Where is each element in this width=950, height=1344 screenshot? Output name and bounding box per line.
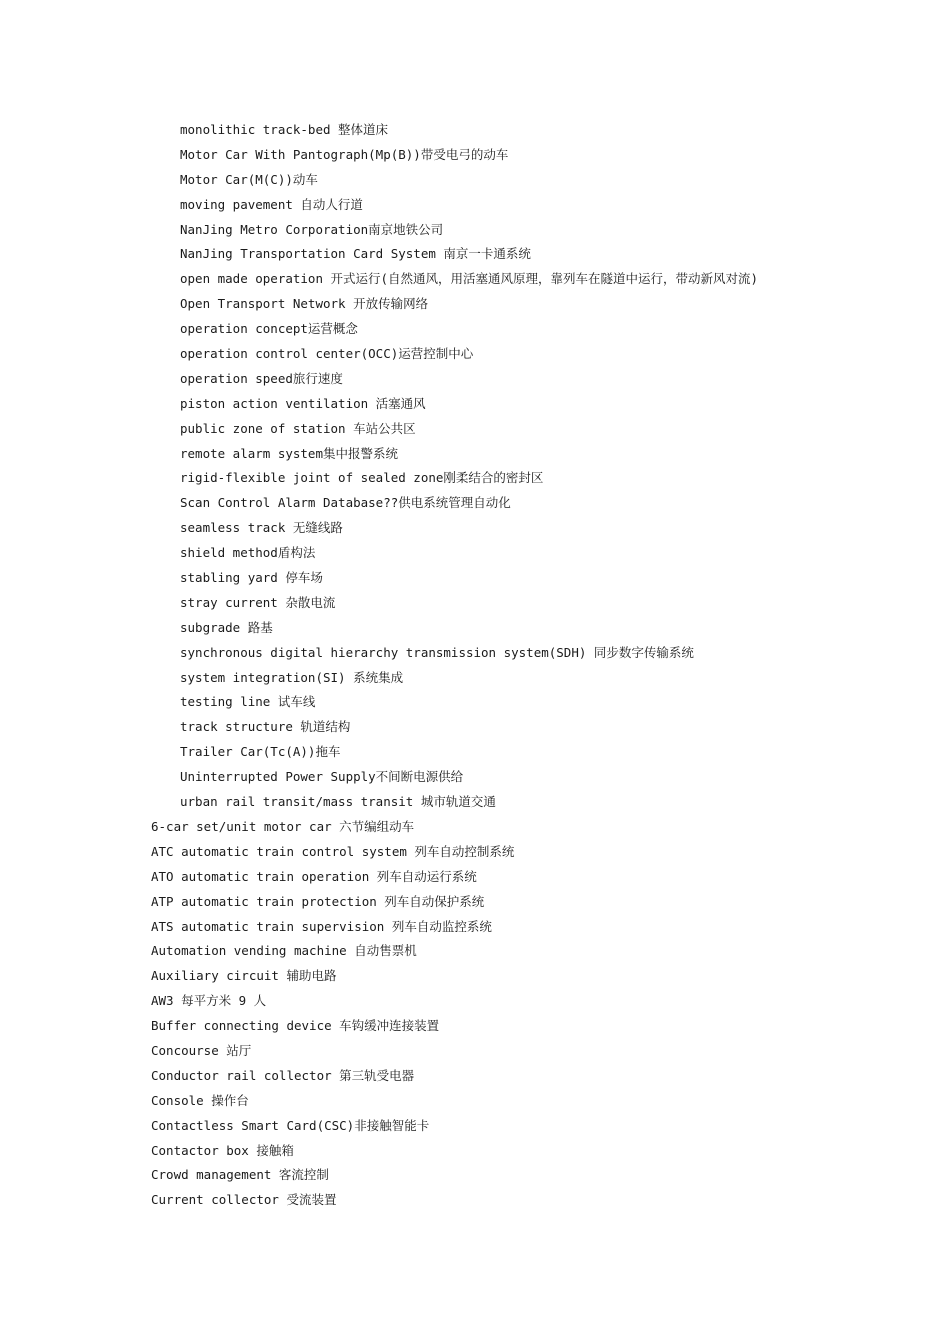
glossary-entry: Motor Car(M(C))动车 — [180, 171, 318, 187]
glossary-entry: 6-car set/unit motor car 六节编组动车 — [151, 818, 415, 834]
glossary-entry: ATP automatic train protection 列车自动保护系统 — [151, 893, 485, 909]
glossary-entry: operation speed旅行速度 — [180, 370, 343, 386]
glossary-entry: subgrade 路基 — [180, 619, 273, 635]
glossary-entry: Concourse 站厅 — [151, 1042, 252, 1058]
glossary-entry: Current collector 受流装置 — [151, 1192, 337, 1208]
glossary-entry: urban rail transit/mass transit 城市轨道交通 — [180, 794, 496, 810]
glossary-entry: shield method盾构法 — [180, 545, 316, 561]
glossary-entry: stabling yard 停车场 — [180, 570, 323, 586]
glossary-entry: NanJing Metro Corporation南京地铁公司 — [180, 221, 444, 237]
glossary-entry: Console 操作台 — [151, 1092, 249, 1108]
glossary-entry: Conductor rail collector 第三轨受电器 — [151, 1067, 415, 1083]
glossary-entry: ATO automatic train operation 列车自动运行系统 — [151, 868, 477, 884]
glossary-entry: Contactless Smart Card(CSC)非接触智能卡 — [151, 1117, 430, 1133]
glossary-entry: Open Transport Network 开放传输网络 — [180, 296, 429, 312]
glossary-entry: Auxiliary circuit 辅助电路 — [151, 968, 337, 984]
glossary-entry: open made operation 开式运行(自然通风，用活塞通风原理，靠列车在隧道中运行，带动新风对流) — [180, 271, 759, 287]
glossary-entry: ATS automatic train supervision 列车自动监控系统 — [151, 918, 492, 934]
glossary-entry: monolithic track-bed 整体道床 — [180, 122, 389, 137]
glossary-entry: rigid-flexible joint of sealed zone刚柔结合的密封区 — [180, 470, 544, 486]
glossary-entry: seamless track 无缝线路 — [180, 520, 343, 536]
glossary-entry: operation concept运营概念 — [180, 321, 358, 337]
glossary-entry: Scan Control Alarm Database??供电系统管理自动化 — [180, 495, 511, 511]
glossary-entry: testing line 试车线 — [180, 694, 316, 710]
glossary-entry: Trailer Car(Tc(A))拖车 — [180, 744, 341, 760]
glossary-entry: Contactor box 接触箱 — [151, 1142, 294, 1158]
glossary-entry: synchronous digital hierarchy transmission system(SDH) 同步数字传输系统 — [180, 644, 694, 660]
glossary-entry: public zone of station 车站公共区 — [180, 420, 416, 436]
glossary-entry: Motor Car With Pantograph(Mp(B))带受电弓的动车 — [180, 146, 509, 162]
glossary-entry: Uninterrupted Power Supply不间断电源供给 — [180, 769, 464, 785]
glossary-entry: Automation vending machine 自动售票机 — [151, 943, 417, 959]
glossary-entry: AW3 每平方米 9 人 — [151, 993, 267, 1009]
glossary-list — [0, 118, 950, 1213]
glossary-entry: Crowd management 客流控制 — [151, 1167, 329, 1183]
glossary-entry: ATC automatic train control system 列车自动控制系统 — [151, 843, 515, 859]
glossary-entry: piston action ventilation 活塞通风 — [180, 395, 426, 411]
glossary-entry: Buffer connecting device 车钩缓冲连接装置 — [151, 1018, 440, 1034]
glossary-entry: NanJing Transportation Card System 南京一卡通系统 — [180, 246, 531, 262]
glossary-entry: moving pavement 自动人行道 — [180, 196, 363, 212]
glossary-entry: operation control center(OCC)运营控制中心 — [180, 346, 474, 362]
glossary-entry: system integration(SI) 系统集成 — [180, 669, 404, 685]
glossary-entry: stray current 杂散电流 — [180, 594, 336, 610]
glossary-entry: track structure 轨道结构 — [180, 719, 351, 735]
glossary-entry: remote alarm system集中报警系统 — [180, 445, 398, 461]
